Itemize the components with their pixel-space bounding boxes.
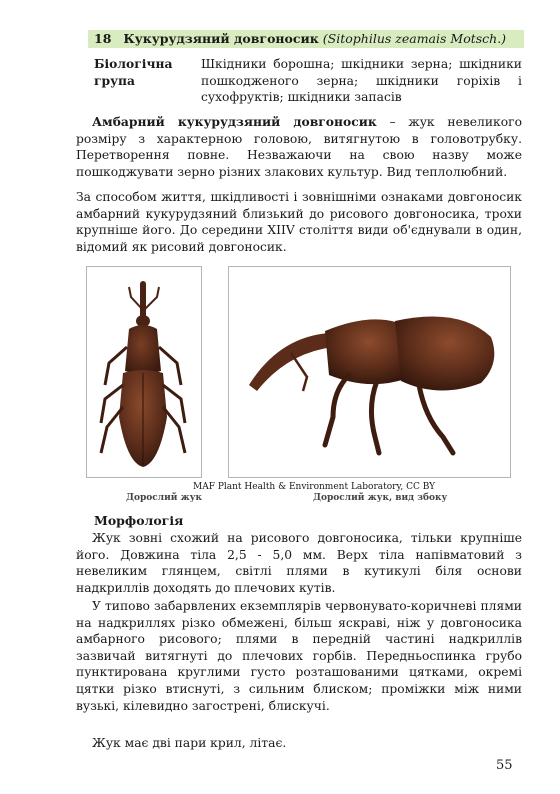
page-number: 55: [496, 758, 513, 773]
section-title: Кукурудзяний довгоносик: [123, 31, 319, 46]
intro-paragraph: [76, 114, 522, 180]
beetle-dorsal-illustration: [87, 267, 201, 477]
morphology-heading: Морфологія: [94, 513, 184, 528]
morphology-paragraph-3: Жук має дві пари крил, літає.: [92, 736, 287, 750]
morphology-paragraph-1: Жук зовні схожий на рисового довгоносика, тільки крупніше його. Довжина тіла 2,5 - 5,0 мм. Верх тіла напівматовий з невеликим глянцем, світлі плями в кутикулі біля основи надкриллів доходять до плечових кутів.: [76, 531, 522, 595]
paragraph-2: За способом життя, шкідливості і зовнішніми ознаками довгоносик амбарний кукурудзяний близький до рисового довгоносика, трохи крупніше його. До середини XIIV століття види об'єднували в один, відомий як рисовий довгоносик.: [76, 190, 522, 254]
section-header: [88, 30, 524, 48]
caption-adult-lateral: Дорослий жук, вид збоку: [313, 493, 448, 503]
section-latin-name: (Sitophilus zeamais Motsch.): [322, 31, 507, 46]
caption-adult-dorsal: Дорослий жук: [126, 493, 202, 503]
photo-adult-dorsal: [86, 266, 202, 478]
section-number: 18: [94, 31, 112, 46]
morphology-paragraph-2: У типово забарвлених екземплярів червонувато-коричневі плями на надкриллях різко обмежені, більш яскраві, ніж у довгоносика амбарного рисового; плями в передній частині надкриллів зазвичай витягнуті до плечових горбів. Передньоспинка грубо пунктирована круглими густо розташованими цятками, окремі цятки різко втиснуті, з сильним блиском; проміжки між ними вузькі, кілевидно загострені, блискучі.: [76, 599, 522, 713]
biological-group-value: Шкідники борошна; шкідники зерна; шкідники пошкодженого зерна; шкідники горіхів і сухофруктів; шкідники запасів: [201, 57, 522, 104]
intro-bold-term: Амбарний кукурудзяний довгоносик: [92, 114, 377, 129]
beetle-lateral-illustration: [229, 267, 510, 477]
photo-credit: MAF Plant Health & Environment Laboratory, CC BY: [193, 482, 436, 492]
intro-text: – жук невеликого розміру з характерною головою, витягнутою в головотрубку. Перетворення повне. Незважаючи на свою назву може пошкоджувати зерно різних злакових культур. Вид теплолюбний.: [76, 115, 522, 179]
biological-group-label: Біологічна група: [94, 56, 173, 88]
photo-adult-lateral: [228, 266, 511, 478]
